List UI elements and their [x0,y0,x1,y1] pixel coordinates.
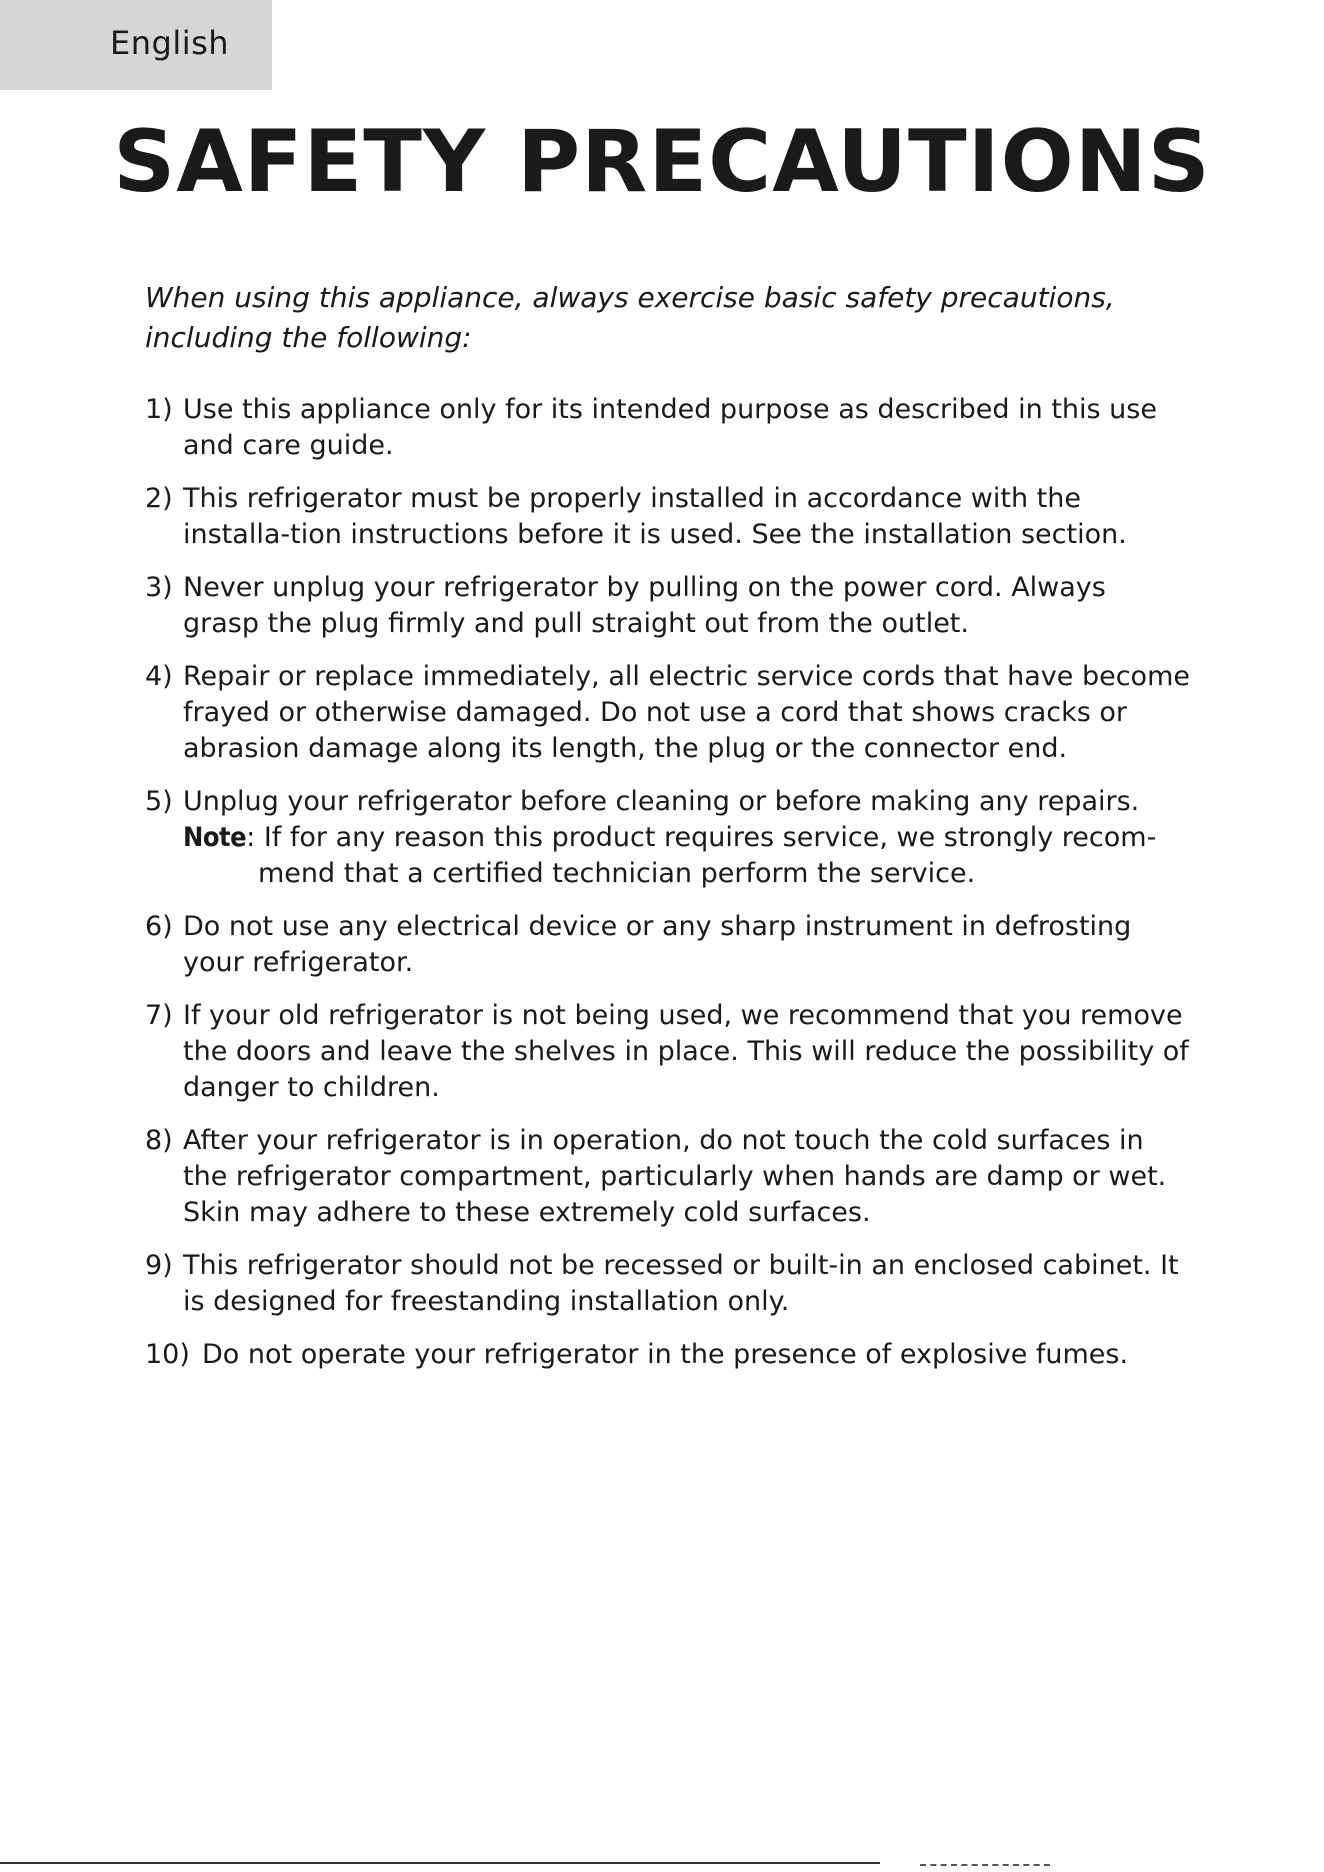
item-number: 2) [145,483,173,514]
item-number: 4) [145,661,173,692]
item-text: After your refrigerator is in operation, do not touch the cold surfaces in the refrigerator compartment, particularly when hands are damp or wet. Skin may adhere to these extremely cold surfaces. [183,1125,1167,1228]
intro-text: When using this appliance, always exercise basic safety precautions, including the following: [145,281,1115,354]
list-item [145,392,1190,464]
note-label: Note [183,822,247,853]
item-text: Unplug your refrigerator before cleaning or before making any repairs. [183,786,1140,817]
item-number: 8) [145,1125,173,1156]
item-text: If your old refrigerator is not being used, we recommend that you remove the doors and leave the shelves in place. This will reduce the possibility of danger to children. [183,1000,1189,1103]
note-text: If for any reason this product requires service, we strongly recom-mend that a certified technician perform the service. [258,822,1157,889]
list-item [145,1123,1190,1231]
item-number: 7) [145,1000,173,1031]
language-tab [0,0,272,90]
item-number: 1) [145,394,173,425]
item-text: Use this appliance only for its intended purpose as described in this use and care guide. [183,394,1157,461]
item-number: 9) [145,1250,173,1281]
item-number: 10) [145,1339,190,1370]
item-number: 6) [145,911,173,942]
item-text: Never unplug your refrigerator by pulling on the power cord. Always grasp the plug firmly and pull straight out from the outlet. [183,572,1106,639]
safety-list [145,392,1190,1390]
list-item [145,909,1190,981]
item-number: 3) [145,572,173,603]
item-text: This refrigerator should not be recessed or built-in an enclosed cabinet. It is designed for freestanding installation only. [183,1250,1179,1317]
list-item [145,784,1190,892]
list-item [145,481,1190,553]
list-item [145,659,1190,767]
language-label: English [110,24,230,62]
list-item [145,570,1190,642]
item-text: Repair or replace immediately, all electric service cords that have become frayed or otherwise damaged. Do not use a cord that shows cracks or abrasion damage along its length, the plug or the connector end. [183,661,1190,764]
footer-marks [920,1864,1050,1872]
note-line: Note: If for any reason this product requires service, we strongly recom-mend that a certified technician perform the service. [183,822,1157,889]
footer-rule [0,1862,880,1864]
item-number: 5) [145,786,173,817]
list-item [145,1248,1190,1320]
item-text: Do not operate your refrigerator in the presence of explosive fumes. [202,1339,1129,1370]
page-title: SAFETY PRECAUTIONS [113,112,1211,212]
list-item [145,1337,1190,1373]
item-text: This refrigerator must be properly installed in accordance with the installa-tion instructions before it is used. See the installation section. [183,483,1127,550]
item-text: Do not use any electrical device or any sharp instrument in defrosting your refrigerator. [183,911,1132,978]
list-item [145,998,1190,1106]
